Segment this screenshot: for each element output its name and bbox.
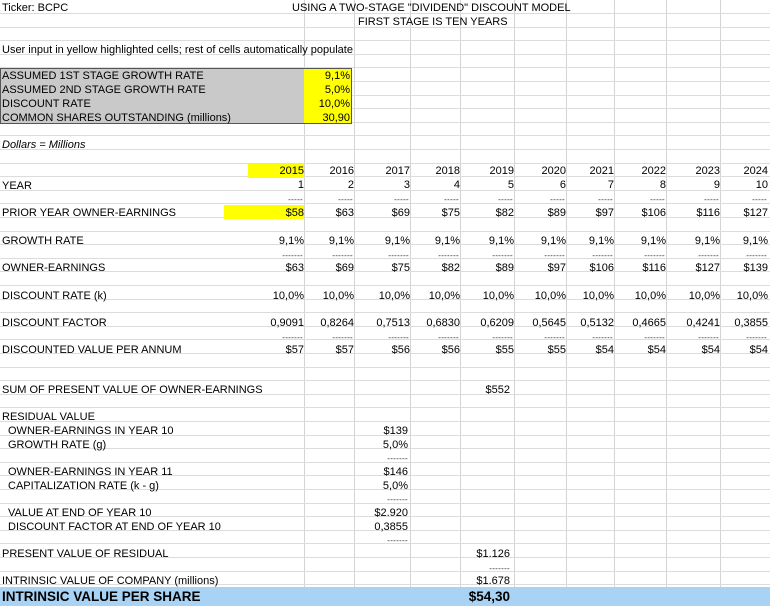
discount-factor-cell: 0,4241 bbox=[686, 317, 720, 329]
instruction-text: User input in yellow highlighted cells; rest of cells automatically populate bbox=[2, 44, 353, 56]
divider-dashes: ------- bbox=[489, 564, 510, 573]
discounted-value-cell: $57 bbox=[285, 344, 304, 356]
year-cell: 2020 bbox=[541, 165, 566, 177]
owner-earnings-cell: $139 bbox=[743, 262, 768, 274]
year-cell: 2018 bbox=[435, 165, 460, 177]
row-label-discount-factor: DISCOUNT FACTOR bbox=[2, 317, 107, 329]
owner-earnings-cell: $75 bbox=[391, 262, 410, 274]
input-label-stage2-growth: ASSUMED 2ND STAGE GROWTH RATE bbox=[2, 84, 206, 96]
oe-year10-value: $139 bbox=[383, 425, 408, 437]
owner-earnings-cell: $63 bbox=[285, 262, 304, 274]
prior-oe-cell: $127 bbox=[743, 207, 768, 219]
row-label-prior-oe: PRIOR YEAR OWNER-EARNINGS bbox=[2, 207, 176, 219]
owner-earnings-cell: $127 bbox=[695, 262, 720, 274]
discount-factor-cell: 0,5645 bbox=[532, 317, 566, 329]
input-label-shares-outstanding: COMMON SHARES OUTSTANDING (millions) bbox=[2, 112, 231, 124]
year-index-cell: 5 bbox=[507, 179, 514, 191]
divider-dashes: ------- bbox=[492, 333, 513, 342]
divider-dashes: ----- bbox=[752, 195, 767, 204]
year-index-cell: 2 bbox=[347, 179, 354, 191]
discounted-value-cell: $55 bbox=[495, 344, 514, 356]
model-title: USING A TWO-STAGE "DIVIDEND" DISCOUNT MODEL bbox=[292, 2, 571, 14]
intrinsic-company-label: INTRINSIC VALUE OF COMPANY (millions) bbox=[2, 575, 219, 587]
discount-factor-cell: 0,6830 bbox=[426, 317, 460, 329]
growth-rate-cell: 9,1% bbox=[278, 235, 304, 247]
divider-dashes: ------- bbox=[746, 251, 767, 260]
grid-row-line bbox=[0, 421, 770, 422]
prior-oe-cell: $116 bbox=[696, 207, 720, 219]
discounted-value-cell: $55 bbox=[547, 344, 566, 356]
grid-row-line bbox=[0, 149, 770, 150]
pv-residual-value: $1.126 bbox=[476, 548, 510, 560]
divider-dashes: ----- bbox=[498, 195, 513, 204]
divider-dashes: ------- bbox=[332, 251, 353, 260]
ticker-label: Ticker: BCPC bbox=[2, 2, 69, 14]
discounted-value-cell: $54 bbox=[701, 344, 720, 356]
growth-g-label: GROWTH RATE (g) bbox=[8, 439, 107, 451]
growth-rate-cell: 9,1% bbox=[384, 235, 410, 247]
discount-factor-cell: 0,3855 bbox=[734, 317, 768, 329]
year-index-cell: 4 bbox=[453, 179, 460, 191]
owner-earnings-cell: $69 bbox=[335, 262, 354, 274]
divider-dashes: ------- bbox=[592, 333, 613, 342]
divider-dashes: ----- bbox=[338, 195, 353, 204]
residual-title: RESIDUAL VALUE bbox=[2, 411, 95, 423]
divider-dashes: ----- bbox=[650, 195, 665, 204]
discount-rate-cell: 10,0% bbox=[272, 290, 304, 302]
divider-dashes: ----- bbox=[598, 195, 613, 204]
discount-factor-cell: 0,4665 bbox=[632, 317, 666, 329]
discount-factor-cell: 0,7513 bbox=[376, 317, 410, 329]
divider-dashes: ------- bbox=[644, 251, 665, 260]
input-cell-shares-outstanding[interactable]: 30,90 bbox=[322, 112, 350, 124]
intrinsic-per-share-label: INTRINSIC VALUE PER SHARE bbox=[2, 589, 201, 604]
divider-dashes: ------- bbox=[698, 333, 719, 342]
grid-row-line bbox=[0, 571, 770, 572]
prior-oe-cell: $75 bbox=[441, 207, 460, 219]
value-end-year10-value: $2.920 bbox=[374, 507, 408, 519]
divider-dashes: ----- bbox=[550, 195, 565, 204]
discount-rate-cell: 10,0% bbox=[634, 290, 666, 302]
year-index-cell: 10 bbox=[755, 179, 768, 191]
row-label-discount-rate: DISCOUNT RATE (k) bbox=[2, 290, 107, 302]
divider-dashes: ----- bbox=[444, 195, 459, 204]
year-cell: 2015 bbox=[279, 165, 304, 177]
cap-rate-label: CAPITALIZATION RATE (k - g) bbox=[8, 480, 159, 492]
discount-factor-year10-label: DISCOUNT FACTOR AT END OF YEAR 10 bbox=[8, 521, 221, 533]
discounted-value-cell: $54 bbox=[595, 344, 614, 356]
discount-factor-cell: 0,6209 bbox=[480, 317, 514, 329]
year-index-cell: 9 bbox=[713, 179, 720, 191]
year-cell: 2019 bbox=[489, 165, 514, 177]
divider-dashes: ------- bbox=[332, 333, 353, 342]
prior-oe-cell: $97 bbox=[595, 207, 614, 219]
growth-rate-cell: 9,1% bbox=[434, 235, 460, 247]
intrinsic-per-share-value: $54,30 bbox=[468, 589, 510, 604]
prior-oe-cell: $89 bbox=[547, 207, 566, 219]
sum-pv-value: $552 bbox=[485, 384, 510, 396]
discount-factor-cell: 0,9091 bbox=[270, 317, 304, 329]
sum-pv-label: SUM OF PRESENT VALUE OF OWNER-EARNINGS bbox=[2, 384, 263, 396]
discount-rate-cell: 10,0% bbox=[378, 290, 410, 302]
discounted-value-cell: $57 bbox=[335, 344, 354, 356]
oe-year10-label: OWNER-EARNINGS IN YEAR 10 bbox=[8, 425, 174, 437]
divider-dashes: ----- bbox=[394, 195, 409, 204]
prior-oe-cell: $106 bbox=[641, 207, 666, 219]
year-cell: 2021 bbox=[589, 165, 614, 177]
owner-earnings-cell: $89 bbox=[495, 262, 514, 274]
owner-earnings-cell: $97 bbox=[547, 262, 566, 274]
prior-oe-cell: $69 bbox=[391, 207, 410, 219]
grid-row-line bbox=[0, 163, 770, 164]
divider-dashes: ------- bbox=[644, 333, 665, 342]
discount-rate-cell: 10,0% bbox=[322, 290, 354, 302]
divider-dashes: ------- bbox=[438, 251, 459, 260]
growth-rate-cell: 9,1% bbox=[328, 235, 354, 247]
growth-rate-cell: 9,1% bbox=[640, 235, 666, 247]
oe-year11-label: OWNER-EARNINGS IN YEAR 11 bbox=[8, 466, 173, 478]
year-index-cell: 1 bbox=[297, 179, 304, 191]
divider-dashes: ------- bbox=[282, 251, 303, 260]
divider-dashes: ------- bbox=[544, 333, 565, 342]
prior-oe-cell: $63 bbox=[335, 207, 354, 219]
row-label-discounted-value: DISCOUNTED VALUE PER ANNUM bbox=[2, 344, 182, 356]
year-cell: 2024 bbox=[743, 165, 768, 177]
row-label-owner-earnings: OWNER-EARNINGS bbox=[2, 262, 106, 274]
divider-dashes: ------- bbox=[698, 251, 719, 260]
owner-earnings-cell: $82 bbox=[441, 262, 460, 274]
row-label-year: YEAR bbox=[2, 180, 32, 192]
owner-earnings-cell: $106 bbox=[589, 262, 614, 274]
divider-dashes: ------- bbox=[388, 333, 409, 342]
discount-rate-cell: 10,0% bbox=[582, 290, 614, 302]
divider-dashes: ------- bbox=[438, 333, 459, 342]
divider-dashes: ------- bbox=[387, 495, 408, 504]
growth-rate-cell: 9,1% bbox=[694, 235, 720, 247]
growth-rate-cell: 9,1% bbox=[540, 235, 566, 247]
discount-rate-cell: 10,0% bbox=[688, 290, 720, 302]
divider-dashes: ------- bbox=[592, 251, 613, 260]
grid-row-line bbox=[0, 312, 770, 313]
year-index-cell: 6 bbox=[559, 179, 566, 191]
model-subtitle: FIRST STAGE IS TEN YEARS bbox=[358, 16, 508, 28]
discount-factor-cell: 0,8264 bbox=[320, 317, 354, 329]
divider-dashes: ------- bbox=[282, 333, 303, 342]
divider-dashes: ------- bbox=[387, 454, 408, 463]
intrinsic-company-value: $1.678 bbox=[476, 575, 510, 587]
input-cell-stage2-growth[interactable]: 5,0% bbox=[324, 84, 350, 96]
discount-factor-year10-value: 0,3855 bbox=[374, 521, 408, 533]
divider-dashes: ------- bbox=[388, 251, 409, 260]
grid-row-line bbox=[0, 40, 770, 41]
divider-dashes: ----- bbox=[704, 195, 719, 204]
input-cell-stage1-growth[interactable]: 9,1% bbox=[324, 70, 350, 82]
divider-dashes: ------- bbox=[492, 251, 513, 260]
discounted-value-cell: $54 bbox=[647, 344, 666, 356]
year-cell: 2017 bbox=[385, 165, 410, 177]
discounted-value-cell: $56 bbox=[391, 344, 410, 356]
year-index-cell: 3 bbox=[403, 179, 410, 191]
divider-dashes: ------- bbox=[544, 251, 565, 260]
row-label-growth-rate: GROWTH RATE bbox=[2, 235, 84, 247]
grid-row-line bbox=[0, 380, 770, 381]
grid-row-line bbox=[0, 407, 770, 408]
grid-row-line bbox=[0, 285, 770, 286]
discounted-value-cell: $54 bbox=[749, 344, 768, 356]
discount-factor-cell: 0,5132 bbox=[580, 317, 614, 329]
discounted-value-cell: $56 bbox=[441, 344, 460, 356]
prior-oe-cell: $82 bbox=[495, 207, 514, 219]
growth-rate-cell: 9,1% bbox=[488, 235, 514, 247]
pv-residual-label: PRESENT VALUE OF RESIDUAL bbox=[2, 548, 169, 560]
grid-row-line bbox=[0, 367, 770, 368]
year-index-cell: 8 bbox=[659, 179, 666, 191]
divider-dashes: ------- bbox=[746, 333, 767, 342]
discount-rate-cell: 10,0% bbox=[428, 290, 460, 302]
year-cell: 2016 bbox=[329, 165, 354, 177]
input-label-discount-rate: DISCOUNT RATE bbox=[2, 98, 91, 110]
discount-rate-cell: 10,0% bbox=[482, 290, 514, 302]
oe-year11-value: $146 bbox=[383, 466, 408, 478]
value-end-year10-label: VALUE AT END OF YEAR 10 bbox=[8, 507, 152, 519]
growth-rate-cell: 9,1% bbox=[742, 235, 768, 247]
year-cell: 2023 bbox=[695, 165, 720, 177]
grid-row-line bbox=[0, 135, 770, 136]
grid-row-line bbox=[0, 231, 770, 232]
units-note: Dollars = Millions bbox=[2, 139, 86, 151]
input-cell-discount-rate[interactable]: 10,0% bbox=[318, 98, 350, 110]
cap-rate-value: 5,0% bbox=[382, 480, 408, 492]
discount-rate-cell: 10,0% bbox=[736, 290, 768, 302]
year-index-cell: 7 bbox=[607, 179, 614, 191]
discount-rate-cell: 10,0% bbox=[534, 290, 566, 302]
prior-oe-cell[interactable]: $58 bbox=[285, 207, 304, 219]
owner-earnings-cell: $116 bbox=[642, 262, 666, 274]
growth-rate-cell: 9,1% bbox=[588, 235, 614, 247]
divider-dashes: ----- bbox=[288, 195, 303, 204]
divider-dashes: ------- bbox=[387, 536, 408, 545]
growth-g-value: 5,0% bbox=[382, 439, 408, 451]
input-label-stage1-growth: ASSUMED 1ST STAGE GROWTH RATE bbox=[2, 70, 204, 82]
year-cell: 2022 bbox=[641, 165, 666, 177]
